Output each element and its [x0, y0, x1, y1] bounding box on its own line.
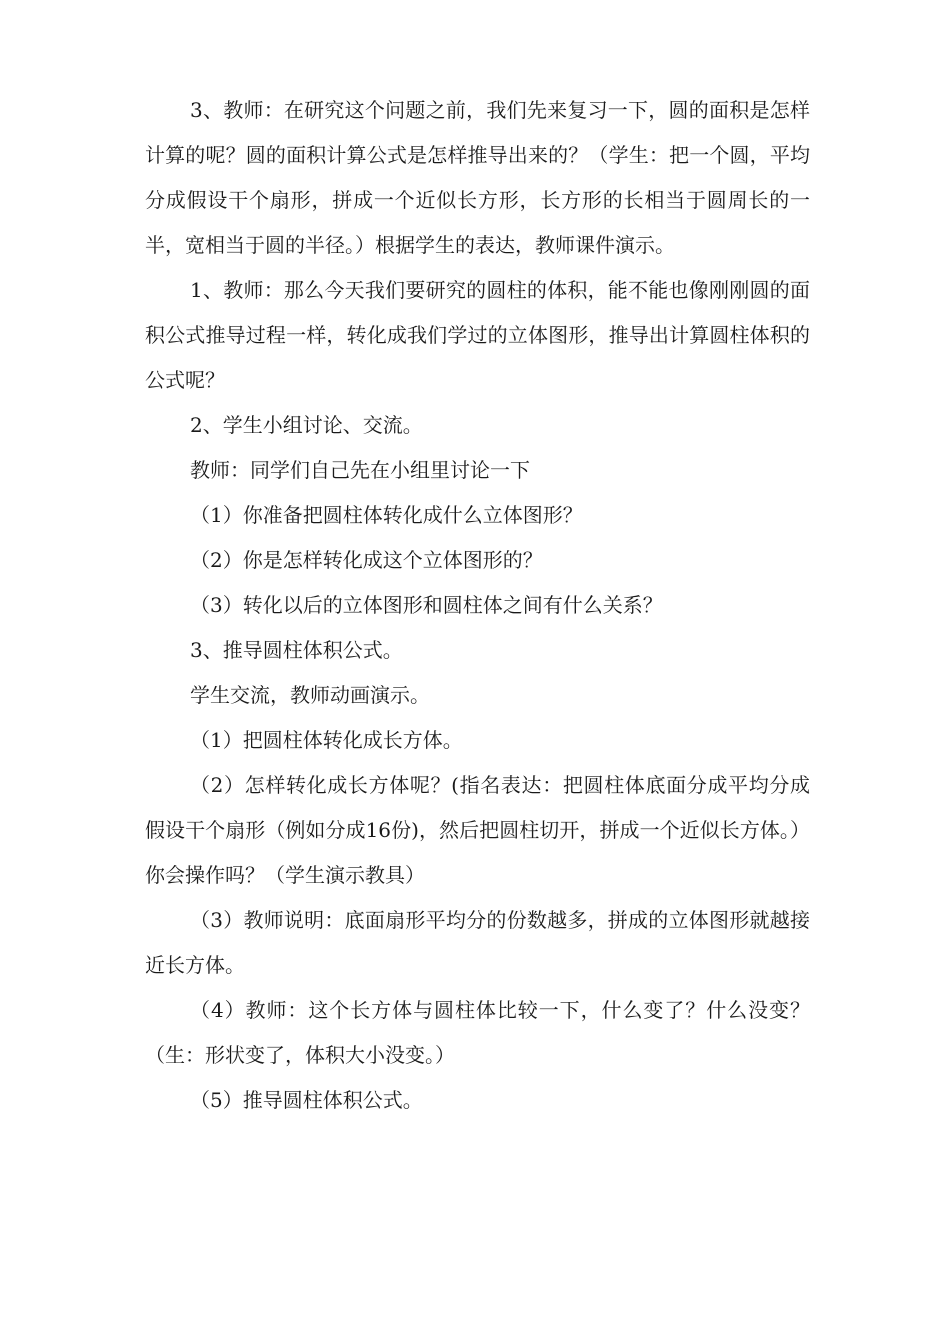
- paragraph-step-1: （1）把圆柱体转化成长方体。: [190, 728, 463, 752]
- paragraph-question-2: （2）你是怎样转化成这个立体图形的？: [190, 548, 543, 572]
- paragraph-step-2: （2）怎样转化成长方体呢？(指名表达：把圆柱体底面分成平均分成假设干个扇形（例如分成16份)，然后把圆柱切开，拼成一个近似长方体。）你会操作吗？（学生演示教具）: [145, 773, 810, 887]
- paragraph-teacher-prompt: 教师：同学们自己先在小组里讨论一下: [190, 458, 530, 482]
- paragraph-step-4: （4）教师：这个长方体与圆柱体比较一下，什么变了？什么没变？（生：形状变了，体积大小没变。）: [145, 998, 810, 1067]
- paragraph-review-circle-area: 3、教师：在研究这个问题之前，我们先来复习一下，圆的面积是怎样计算的呢？圆的面积计算公式是怎样推导出来的？（学生：把一个圆，平均分成假设干个扇形，拼成一个近似长方形，长方形的长相当于圆周长的一半，宽相当于圆的半径。）根据学生的表达，教师课件演示。: [145, 98, 810, 257]
- paragraph-step-5: （5）推导圆柱体积公式。: [190, 1088, 423, 1112]
- paragraph-step-3: （3）教师说明：底面扇形平均分的份数越多，拼成的立体图形就越接近长方体。: [145, 908, 810, 977]
- paragraph-derive-formula: 3、推导圆柱体积公式。: [190, 638, 403, 662]
- document-body: [145, 88, 810, 1123]
- paragraph-question-3: （3）转化以后的立体图形和圆柱体之间有什么关系？: [190, 593, 663, 617]
- paragraph-teacher-intro: 1、教师：那么今天我们要研究的圆柱的体积，能不能也像刚刚圆的面积公式推导过程一样，转化成我们学过的立体图形，推导出计算圆柱体积的公式呢？: [145, 278, 810, 392]
- paragraph-student-exchange: 学生交流，教师动画演示。: [190, 683, 430, 707]
- paragraph-group-discussion: 2、学生小组讨论、交流。: [190, 413, 423, 437]
- paragraph-question-1: （1）你准备把圆柱体转化成什么立体图形？: [190, 503, 583, 527]
